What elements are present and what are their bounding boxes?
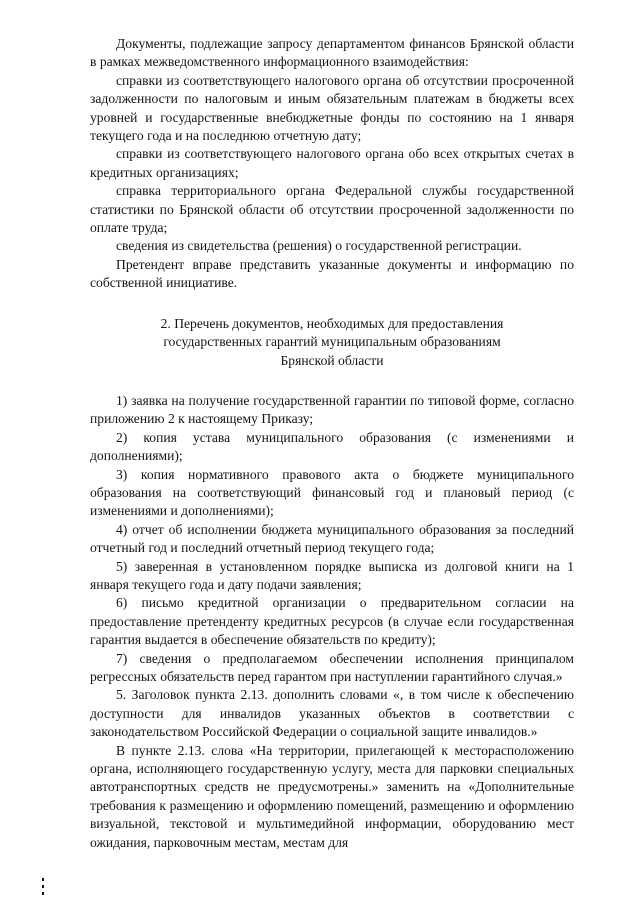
list-item-6: 6) письмо кредитной организации о предварительном согласии на предоставление претенденту кредитных ресурсов (в случае если государственная гарантия выдается в обеспечение обязательств по кредиту); bbox=[90, 595, 574, 648]
list-item-5: 5) заверенная в установленном порядке выписка из долговой книги на 1 января текущего года и дату подачи заявления; bbox=[90, 558, 574, 592]
paragraph-statistics-certificate: справка территориального органа Федеральной службы государственной статистики по Брянской области об отсутствии просроченной задолженности по оплате труда; bbox=[90, 183, 574, 236]
section-heading-line-1: 2. Перечень документов, необходимых для предоставления bbox=[160, 315, 504, 331]
margin-dot bbox=[42, 885, 44, 888]
section-heading-line-3: Брянской области bbox=[280, 352, 384, 368]
list-item-2: 2) копия устава муниципального образования (с изменениями и дополнениями); bbox=[90, 429, 574, 464]
paragraph-amendment-2-13: В пункте 2.13. слова «На территории, прилегающей к месторасположению органа, исполняющего государственную услугу, места для парковки специальных автотранспортных средств не предусмотрены.» заменить на «Дополнительные требования к размещению и оформлению помещений, размещению и оформлению визуальной, текстовой и мультимедийной информации, оборудованию мест ожидания, парковочным местам, местам для bbox=[90, 742, 574, 850]
list-item-3: 3) копия нормативного правового акта о бюджете муниципального образования на соответствующий финансовый год и плановый период (с изменениями и дополнениями); bbox=[90, 466, 574, 519]
paragraph-intro: Документы, подлежащие запросу департаментом финансов Брянской области в рамках межведомственного информационного взаимодействия: bbox=[90, 36, 574, 70]
section-heading-line-2: государственных гарантий муниципальным образованиям bbox=[163, 334, 501, 350]
paragraph-registration-info: сведения из свидетельства (решения) о государственной регистрации. bbox=[116, 238, 522, 254]
paragraph-amendment-5: 5. Заголовок пункта 2.13. дополнить словами «, в том числе к обеспечению доступности для инвалидов указанных объектов в соответствии с законодательством Российской Федерации о социальной защите инвалидов.» bbox=[90, 687, 574, 740]
list-item-7: 7) сведения о предполагаемом обеспечении исполнения принципалом регрессных обязательств перед гарантом при наступлении гарантийного случая.» bbox=[90, 650, 574, 684]
section-heading bbox=[90, 315, 574, 370]
list-item-4: 4) отчет об исполнении бюджета муниципального образования за последний отчетный год и последний отчетный период текущего года; bbox=[90, 521, 574, 556]
margin-marks bbox=[42, 878, 45, 899]
margin-dot bbox=[42, 892, 44, 895]
paragraph-own-initiative: Претендент вправе представить указанные документы и информацию по собственной инициативе. bbox=[90, 256, 574, 291]
paragraph-tax-debt-certificate: справки из соответствующего налогового органа об отсутствии просроченной задолженности по налоговым и иным обязательным платежам в бюджеты всех уровней и государственные внебюджетные фонды по состоянию на 1 января текущего года и на последнюю отчетную дату; bbox=[90, 72, 574, 144]
document-page bbox=[90, 35, 574, 852]
margin-dot bbox=[42, 878, 44, 881]
paragraph-bank-accounts-certificate: справки из соответствующего налогового органа обо всех открытых счетах в кредитных организациях; bbox=[90, 146, 574, 180]
list-item-1: 1) заявка на получение государственной гарантии по типовой форме, согласно приложению 2 к настоящему Приказу; bbox=[90, 392, 574, 427]
